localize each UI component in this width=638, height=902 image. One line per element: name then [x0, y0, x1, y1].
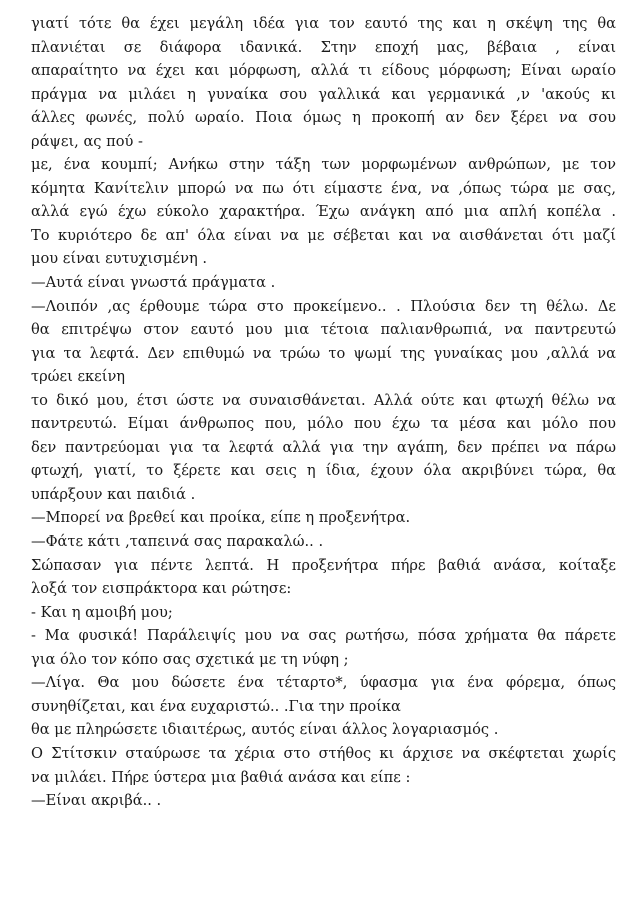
text-line: πράγμα να μιλάει η γυναίκα σου γαλλικά και γερμανικά ,ν 'ακούς κι — [31, 85, 616, 103]
text-line: δεν παντρεύομαι για τα λεφτά αλλά για την αγάπη, δεν πρέπει να πάρω — [31, 438, 616, 456]
text-line: αλλά εγώ έχω εύκολο χαρακτήρα. Έχω ανάγκη από μια απλή κοπέλα . — [31, 203, 616, 221]
text-line: θα επιτρέψω στον εαυτό μου μια τέτοια παλιανθρωπιά, να παντρευτώ — [31, 321, 616, 339]
text-line: —Είναι ακριβά.. . — [31, 792, 162, 810]
text-line: Το κυριότερο δε απ' όλα είναι να με σέβεται και να αισθάνεται ότι μαζί — [31, 226, 616, 244]
text-line: για όλο τον κόπο σας σχετικά με τη νύφη ; — [31, 650, 349, 668]
text-line: υπάρξουν και παιδιά . — [31, 485, 196, 503]
text-line: κόμητα Κανίτελιν μπορώ να πω ότι είμαστε ένα, να ,όπως τώρα με σας, — [31, 179, 616, 197]
text-line: να μιλάει. Πήρε ύστερα μια βαθιά ανάσα και είπε : — [31, 768, 411, 786]
text-line: με, ένα κουμπί; Ανήκω στην τάξη των μορφωμένων ανθρώπων, με τον — [31, 156, 616, 174]
text-line: ράψει, ας πού - — [31, 132, 143, 150]
text-line: συνηθίζεται, και ένα ευχαριστώ.. .Για την προίκα — [31, 697, 401, 715]
text-line: - Και η αμοιβή μου; — [31, 603, 173, 621]
text-line: γιατί τότε θα έχει μεγάλη ιδέα για τον εαυτό της και η σκέψη της θα — [31, 15, 616, 32]
text-line: το δικό μου, έτσι ώστε να συναισθάνεται. Αλλά ούτε και φτωχή θέλω να — [31, 391, 616, 409]
text-line: Σώπασαν για πέντε λεπτά. Η προξενήτρα πήρε βαθιά ανάσα, κοίταξε — [31, 556, 616, 574]
text-line: —Φάτε κάτι ,ταπεινά σας παρακαλώ.. . — [31, 533, 324, 551]
document-page — [31, 12, 616, 813]
text-line: άλλες φωνές, πολύ ωραίο. Ποια όμως η προκοπή αν δεν ξέρει να σου — [31, 109, 616, 127]
text-line: —Μπορεί να βρεθεί και προίκα, είπε η προξενήτρα. — [31, 509, 411, 527]
text-line: θα με πληρώσετε ιδιαιτέρως, αυτός είναι άλλος λογαριασμός . — [31, 721, 499, 739]
text-line: φτωχή, γιατί, το ξέρετε και σεις η ίδια, έχουν όλα ακριβύνει τώρα, θα — [31, 462, 616, 480]
text-line: λοξά τον εισπράκτορα και ρώτησε: — [31, 580, 292, 598]
text-line: τρώει εκείνη — [31, 368, 126, 386]
text-line: μου είναι ευτυχισμένη . — [31, 250, 207, 268]
text-line: Ο Στίτσκιν σταύρωσε τα χέρια στο στήθος κι άρχισε να σκέφτεται χωρίς — [31, 744, 616, 762]
text-line: απαραίτητο να έχει και μόρφωση, αλλά τι είδους μόρφωση; Είναι ωραίο — [31, 62, 616, 80]
text-line: —Αυτά είναι γνωστά πράγματα . — [31, 274, 276, 292]
text-line: —Λοιπόν ,ας έρθουμε τώρα στο προκείμενο.. . Πλούσια δεν τη θέλω. Δε — [31, 297, 616, 315]
text-line: παντρευτώ. Είμαι άνθρωπος που, μόλο που έχω τα μέσα και μόλο που — [31, 415, 616, 433]
text-line: —Λίγα. Θα μου δώσετε ένα τέταρτο*, ύφασμα για ένα φόρεμα, όπως — [31, 674, 616, 692]
text-line: για τα λεφτά. Δεν επιθυμώ να τρώω το ψωμί της γυναίκας μου ,αλλά να — [31, 344, 616, 362]
text-line: πλανιέται σε διάφορα ιδανικά. Στην εποχή μας, βέβαια , είναι — [31, 38, 616, 56]
text-line: - Μα φυσικά! Παράλειψίς μου να σας ρωτήσω, πόσα χρήματα θα πάρετε — [31, 627, 616, 645]
